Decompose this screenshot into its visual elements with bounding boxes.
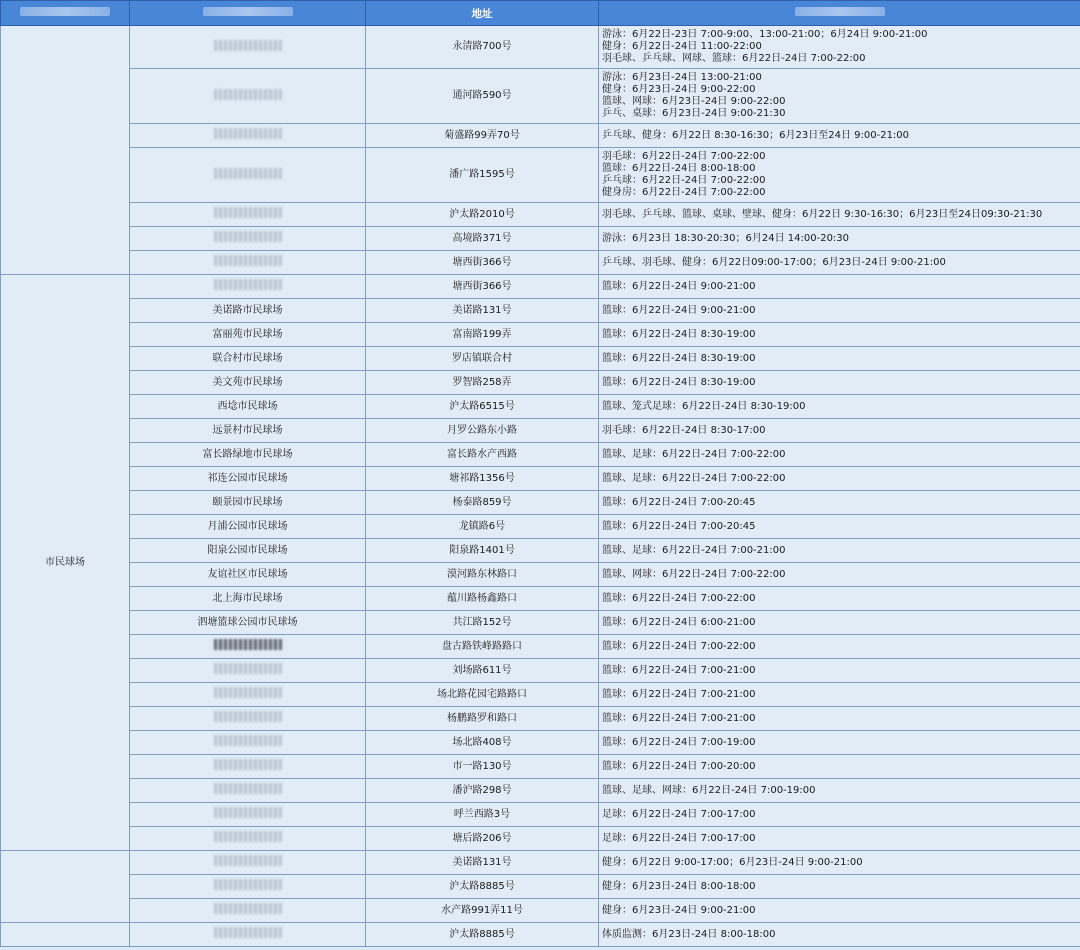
venue-name-cell bbox=[130, 659, 366, 683]
opening-hours-line: 篮球：6月22日-24日 6:00-21:00 bbox=[602, 616, 756, 628]
opening-hours-cell bbox=[599, 419, 1080, 443]
opening-hours-cell bbox=[599, 395, 1080, 419]
venue-name-cell bbox=[130, 124, 366, 148]
venue-name-cell: 西埝市民球场 bbox=[130, 395, 366, 419]
table-row bbox=[1, 707, 1080, 731]
venue-name-cell: 联合村市民球场 bbox=[130, 347, 366, 371]
redacted-venue-name bbox=[214, 927, 282, 938]
venue-name-cell bbox=[130, 923, 366, 947]
opening-hours-line: 羽毛球、乒乓球、网球、篮球：6月22日-24日 7:00-22:00 bbox=[602, 53, 866, 64]
opening-hours-line: 篮球：6月22日-24日 7:00-22:00 bbox=[602, 592, 756, 604]
category-cell bbox=[1, 923, 130, 947]
table-body bbox=[1, 26, 1080, 947]
opening-hours-cell bbox=[599, 515, 1080, 539]
redacted-venue-name bbox=[214, 168, 282, 179]
opening-hours-line: 体质监测：6月23日-24日 8:00-18:00 bbox=[602, 928, 776, 940]
opening-hours-line: 羽毛球、乒乓球、篮球、桌球、壁球、健身：6月22日 9:30-16:30；6月23日至24日09:30-21:30 bbox=[602, 208, 1043, 220]
address-cell: 呼兰西路3号 bbox=[366, 803, 599, 827]
table-row bbox=[1, 443, 1080, 467]
opening-hours-cell bbox=[599, 491, 1080, 515]
venue-name-cell: 美文苑市民球场 bbox=[130, 371, 366, 395]
redacted-venue-name bbox=[214, 807, 282, 818]
opening-hours-cell bbox=[599, 323, 1080, 347]
opening-hours-line: 足球：6月22日-24日 7:00-17:00 bbox=[602, 808, 756, 820]
opening-hours-cell bbox=[599, 731, 1080, 755]
address-cell: 富长路水产西路 bbox=[366, 443, 599, 467]
address-cell: 罗店镇联合村 bbox=[366, 347, 599, 371]
address-cell: 场北路花园宅路路口 bbox=[366, 683, 599, 707]
opening-hours-line: 篮球、足球：6月22日-24日 7:00-22:00 bbox=[602, 448, 786, 460]
venue-name-cell bbox=[130, 731, 366, 755]
opening-hours-line: 羽毛球：6月22日-24日 7:00-22:00 bbox=[602, 151, 766, 162]
opening-hours-line: 乒乓球：6月22日-24日 7:00-22:00 bbox=[602, 175, 766, 186]
opening-hours-line: 健身：6月22日-24日 11:00-22:00 bbox=[602, 41, 762, 52]
opening-hours-line: 篮球、网球：6月23日-24日 9:00-22:00 bbox=[602, 96, 786, 107]
opening-hours-line: 篮球、网球：6月22日-24日 7:00-22:00 bbox=[602, 568, 786, 580]
table-row bbox=[1, 539, 1080, 563]
redacted-venue-name bbox=[214, 759, 282, 770]
address-cell: 菊盛路99弄70号 bbox=[366, 124, 599, 148]
table-row bbox=[1, 731, 1080, 755]
category-cell: 市民球场 bbox=[1, 275, 130, 851]
opening-hours-line: 篮球、足球、网球：6月22日-24日 7:00-19:00 bbox=[602, 784, 816, 796]
opening-hours-line: 健身：6月23日-24日 9:00-22:00 bbox=[602, 84, 756, 95]
table-row bbox=[1, 635, 1080, 659]
opening-hours-line: 篮球：6月22日-24日 7:00-22:00 bbox=[602, 640, 756, 652]
opening-hours-line: 篮球：6月22日-24日 8:30-19:00 bbox=[602, 352, 756, 364]
opening-hours-line: 篮球、足球：6月22日-24日 7:00-21:00 bbox=[602, 544, 786, 556]
table-row bbox=[1, 851, 1080, 875]
opening-hours-line: 篮球：6月22日-24日 8:00-18:00 bbox=[602, 163, 756, 174]
address-cell: 塘西街366号 bbox=[366, 275, 599, 299]
address-cell: 潘沪路298号 bbox=[366, 779, 599, 803]
redacted-venue-name bbox=[214, 89, 282, 100]
venue-name-cell: 月浦公园市民球场 bbox=[130, 515, 366, 539]
address-cell: 盘古路铁峰路路口 bbox=[366, 635, 599, 659]
opening-hours-line: 篮球、笼式足球：6月22日-24日 8:30-19:00 bbox=[602, 400, 806, 412]
opening-hours-cell bbox=[599, 443, 1080, 467]
opening-hours-cell bbox=[599, 755, 1080, 779]
address-cell: 塘祁路1356号 bbox=[366, 467, 599, 491]
opening-hours-cell bbox=[599, 587, 1080, 611]
table-row bbox=[1, 779, 1080, 803]
opening-hours-cell bbox=[599, 875, 1080, 899]
table-row bbox=[1, 923, 1080, 947]
opening-hours-cell bbox=[599, 26, 1080, 69]
venue-name-cell bbox=[130, 203, 366, 227]
opening-hours-line: 健身：6月23日-24日 8:00-18:00 bbox=[602, 880, 756, 892]
venue-name-cell bbox=[130, 635, 366, 659]
address-cell: 富南路199弄 bbox=[366, 323, 599, 347]
redacted-venue-name bbox=[214, 255, 282, 266]
address-cell: 场北路408号 bbox=[366, 731, 599, 755]
table-row bbox=[1, 515, 1080, 539]
address-cell: 刘场路611号 bbox=[366, 659, 599, 683]
opening-hours-line: 篮球：6月22日-24日 7:00-21:00 bbox=[602, 688, 756, 700]
venue-name-cell bbox=[130, 779, 366, 803]
redacted-venue-name bbox=[214, 207, 282, 218]
opening-hours-cell bbox=[599, 683, 1080, 707]
header-venue bbox=[130, 1, 366, 26]
venue-name-cell bbox=[130, 69, 366, 124]
opening-hours-line: 乒乓球、羽毛球、健身：6月22日09:00-17:00；6月23日-24日 9:00-21:00 bbox=[602, 256, 946, 268]
table-row bbox=[1, 299, 1080, 323]
opening-hours-cell bbox=[599, 539, 1080, 563]
opening-hours-cell bbox=[599, 803, 1080, 827]
address-cell: 阳泉路1401号 bbox=[366, 539, 599, 563]
opening-hours-line: 健身：6月22日 9:00-17:00；6月23日-24日 9:00-21:00 bbox=[602, 856, 863, 868]
address-cell: 罗智路258弄 bbox=[366, 371, 599, 395]
table-row bbox=[1, 275, 1080, 299]
header-hours bbox=[599, 1, 1080, 26]
opening-hours-line: 篮球：6月22日-24日 9:00-21:00 bbox=[602, 280, 756, 292]
venue-name-cell: 北上海市民球场 bbox=[130, 587, 366, 611]
table-row bbox=[1, 659, 1080, 683]
category-cell bbox=[1, 26, 130, 275]
opening-hours-line: 篮球：6月22日-24日 7:00-21:00 bbox=[602, 664, 756, 676]
table-row bbox=[1, 69, 1080, 124]
opening-hours-cell bbox=[599, 563, 1080, 587]
opening-hours-line: 健身房：6月22日-24日 7:00-22:00 bbox=[602, 187, 766, 198]
venue-name-cell: 美诺路市民球场 bbox=[130, 299, 366, 323]
opening-hours-cell bbox=[599, 899, 1080, 923]
address-cell: 共江路152号 bbox=[366, 611, 599, 635]
venue-name-cell bbox=[130, 875, 366, 899]
table-row bbox=[1, 611, 1080, 635]
opening-hours-line: 篮球：6月22日-24日 7:00-20:45 bbox=[602, 496, 756, 508]
venue-name-cell: 泗塘篮球公园市民球场 bbox=[130, 611, 366, 635]
opening-hours-line: 篮球：6月22日-24日 7:00-19:00 bbox=[602, 736, 756, 748]
redacted-venue-name bbox=[214, 279, 282, 290]
venue-name-cell bbox=[130, 899, 366, 923]
address-cell: 通河路590号 bbox=[366, 69, 599, 124]
redacted-venue-name bbox=[214, 639, 282, 650]
redacted-venue-name bbox=[214, 231, 282, 242]
address-cell: 高境路371号 bbox=[366, 227, 599, 251]
venue-name-cell bbox=[130, 148, 366, 203]
opening-hours-cell bbox=[599, 148, 1080, 203]
venue-name-cell bbox=[130, 755, 366, 779]
address-cell: 美诺路131号 bbox=[366, 851, 599, 875]
table-row bbox=[1, 875, 1080, 899]
opening-hours-cell bbox=[599, 707, 1080, 731]
address-cell: 杨鹏路罗和路口 bbox=[366, 707, 599, 731]
table-row bbox=[1, 587, 1080, 611]
table-row bbox=[1, 419, 1080, 443]
address-cell: 美诺路131号 bbox=[366, 299, 599, 323]
address-cell: 月罗公路东小路 bbox=[366, 419, 599, 443]
address-cell: 市一路130号 bbox=[366, 755, 599, 779]
venue-name-cell bbox=[130, 827, 366, 851]
opening-hours-cell bbox=[599, 299, 1080, 323]
venue-name-cell bbox=[130, 803, 366, 827]
opening-hours-line: 足球：6月22日-24日 7:00-17:00 bbox=[602, 832, 756, 844]
table-row bbox=[1, 395, 1080, 419]
table-row bbox=[1, 26, 1080, 69]
table-row bbox=[1, 347, 1080, 371]
venue-name-cell bbox=[130, 26, 366, 69]
opening-hours-line: 游泳：6月23日 18:30-20:30；6月24日 14:00-20:30 bbox=[602, 232, 850, 244]
opening-hours-line: 篮球：6月22日-24日 8:30-19:00 bbox=[602, 376, 756, 388]
opening-hours-cell bbox=[599, 124, 1080, 148]
category-cell bbox=[1, 851, 130, 923]
opening-hours-cell bbox=[599, 611, 1080, 635]
redacted-venue-name bbox=[214, 855, 282, 866]
opening-hours-cell bbox=[599, 635, 1080, 659]
opening-hours-line: 篮球、足球：6月22日-24日 7:00-22:00 bbox=[602, 472, 786, 484]
opening-hours-line: 乒乓球、健身：6月22日 8:30-16:30；6月23日至24日 9:00-21:00 bbox=[602, 129, 910, 141]
redacted-venue-name bbox=[214, 831, 282, 842]
venue-name-cell bbox=[130, 851, 366, 875]
table-row bbox=[1, 803, 1080, 827]
address-cell: 潘广路1595号 bbox=[366, 148, 599, 203]
venue-name-cell bbox=[130, 227, 366, 251]
redacted-venue-name bbox=[214, 128, 282, 139]
address-cell: 沪太路6515号 bbox=[366, 395, 599, 419]
opening-hours-cell bbox=[599, 827, 1080, 851]
redacted-venue-name bbox=[214, 40, 282, 51]
table-row bbox=[1, 899, 1080, 923]
address-cell: 永清路700号 bbox=[366, 26, 599, 69]
address-cell: 沪太路8885号 bbox=[366, 875, 599, 899]
table-row bbox=[1, 371, 1080, 395]
opening-hours-line: 乒乓、桌球：6月23日-24日 9:00-21:30 bbox=[602, 108, 786, 119]
address-cell: 杨泰路859号 bbox=[366, 491, 599, 515]
table-row bbox=[1, 203, 1080, 227]
redacted-venue-name bbox=[214, 783, 282, 794]
header-address: 地址 bbox=[366, 1, 599, 26]
table-row bbox=[1, 124, 1080, 148]
opening-hours-cell bbox=[599, 251, 1080, 275]
opening-hours-line: 篮球：6月22日-24日 8:30-19:00 bbox=[602, 328, 756, 340]
address-cell: 蕴川路杨鑫路口 bbox=[366, 587, 599, 611]
table-row bbox=[1, 755, 1080, 779]
opening-hours-line: 篮球：6月22日-24日 7:00-20:00 bbox=[602, 760, 756, 772]
venue-name-cell bbox=[130, 707, 366, 731]
opening-hours-cell bbox=[599, 923, 1080, 947]
address-cell: 塘后路206号 bbox=[366, 827, 599, 851]
opening-hours-line: 篮球：6月22日-24日 7:00-20:45 bbox=[602, 520, 756, 532]
opening-hours-cell bbox=[599, 203, 1080, 227]
table-row bbox=[1, 148, 1080, 203]
venue-name-cell: 祁连公园市民球场 bbox=[130, 467, 366, 491]
venue-name-cell bbox=[130, 683, 366, 707]
address-cell: 漠河路东林路口 bbox=[366, 563, 599, 587]
address-cell: 龙镇路6号 bbox=[366, 515, 599, 539]
opening-hours-line: 篮球：6月22日-24日 7:00-21:00 bbox=[602, 712, 756, 724]
redacted-venue-name bbox=[214, 903, 282, 914]
opening-hours-cell bbox=[599, 659, 1080, 683]
redacted-venue-name bbox=[214, 879, 282, 890]
address-cell: 塘西街366号 bbox=[366, 251, 599, 275]
opening-hours-line: 篮球：6月22日-24日 9:00-21:00 bbox=[602, 304, 756, 316]
venue-name-cell: 富长路绿地市民球场 bbox=[130, 443, 366, 467]
table-row bbox=[1, 467, 1080, 491]
venue-name-cell: 远景村市民球场 bbox=[130, 419, 366, 443]
table-row bbox=[1, 827, 1080, 851]
opening-hours-cell bbox=[599, 371, 1080, 395]
redacted-venue-name bbox=[214, 711, 282, 722]
opening-hours-cell bbox=[599, 851, 1080, 875]
header-row bbox=[1, 1, 1080, 26]
address-cell: 沪太路8885号 bbox=[366, 923, 599, 947]
table-row bbox=[1, 251, 1080, 275]
opening-hours-cell bbox=[599, 275, 1080, 299]
venue-name-cell bbox=[130, 251, 366, 275]
opening-hours-cell bbox=[599, 347, 1080, 371]
venue-name-cell: 阳泉公园市民球场 bbox=[130, 539, 366, 563]
venue-name-cell: 颐景园市民球场 bbox=[130, 491, 366, 515]
redacted-venue-name bbox=[214, 663, 282, 674]
table-row bbox=[1, 227, 1080, 251]
opening-hours-cell bbox=[599, 227, 1080, 251]
table-row bbox=[1, 683, 1080, 707]
redacted-venue-name bbox=[214, 735, 282, 746]
opening-hours-line: 健身：6月23日-24日 9:00-21:00 bbox=[602, 904, 756, 916]
table-row bbox=[1, 563, 1080, 587]
opening-hours-line: 游泳：6月22日-23日 7:00-9:00、13:00-21:00；6月24日 9:00-21:00 bbox=[602, 29, 928, 40]
header-category bbox=[1, 1, 130, 26]
address-cell: 沪太路2010号 bbox=[366, 203, 599, 227]
opening-hours-cell bbox=[599, 69, 1080, 124]
opening-hours-line: 羽毛球：6月22日-24日 8:30-17:00 bbox=[602, 424, 766, 436]
venue-name-cell bbox=[130, 275, 366, 299]
venue-name-cell: 友谊社区市民球场 bbox=[130, 563, 366, 587]
redacted-venue-name bbox=[214, 687, 282, 698]
venue-name-cell: 富丽苑市民球场 bbox=[130, 323, 366, 347]
address-cell: 水产路991弄11号 bbox=[366, 899, 599, 923]
opening-hours-cell bbox=[599, 467, 1080, 491]
opening-hours-cell bbox=[599, 779, 1080, 803]
table-row bbox=[1, 323, 1080, 347]
table-row bbox=[1, 491, 1080, 515]
opening-hours-line: 游泳：6月23日-24日 13:00-21:00 bbox=[602, 72, 762, 83]
